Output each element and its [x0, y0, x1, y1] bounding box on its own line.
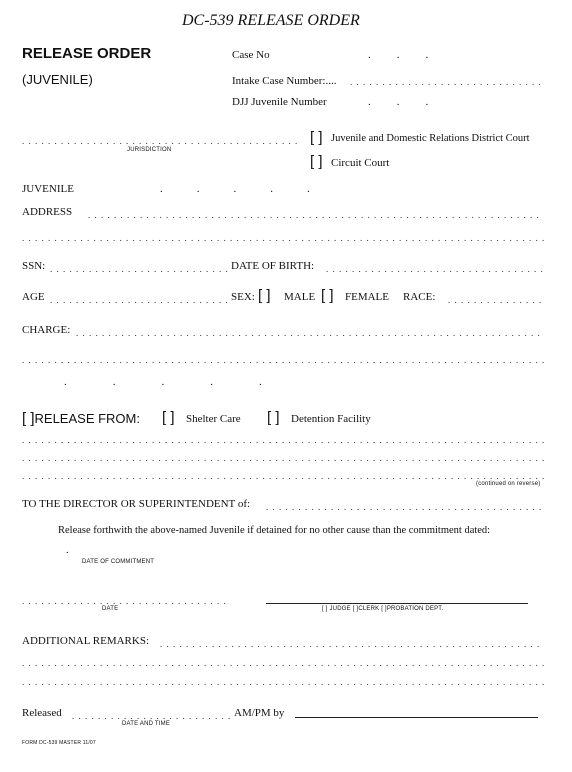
form-title: DC-539 RELEASE ORDER — [182, 12, 360, 29]
probation-label: PROBATION DEPT. — [386, 606, 444, 612]
ampm-label: AM/PM by — [234, 707, 285, 719]
djj-label: DJJ Juvenile Number — [232, 96, 327, 108]
shelter-care-checkbox[interactable]: [ ] — [162, 409, 175, 426]
release-line-1[interactable] — [22, 435, 546, 445]
release-from-text: RELEASE FROM: — [34, 411, 140, 426]
release-from-checkbox[interactable]: [ ] — [22, 410, 35, 427]
juvenile-dots[interactable]: ..... — [160, 183, 344, 195]
male-label: MALE — [284, 291, 316, 303]
page-subheading: (JUVENILE) — [22, 72, 93, 87]
judge-checkbox[interactable]: [ ] — [322, 606, 328, 612]
released-by-line[interactable] — [295, 717, 538, 718]
ssn-label: SSN: — [22, 260, 46, 272]
intake-label: Intake Case Number:.... — [232, 75, 337, 87]
djj-dots: ... — [368, 96, 455, 108]
released-label: Released — [22, 707, 62, 719]
age-field[interactable] — [50, 295, 230, 305]
released-datetime-field[interactable] — [72, 711, 232, 721]
case-no-dots: ... — [368, 49, 455, 61]
date-caption: DATE — [102, 606, 119, 612]
jurisdiction-caption: JURISDICTION — [127, 147, 172, 153]
date-of-commitment-caption: DATE OF COMMITMENT — [82, 559, 155, 565]
commitment-dot: . — [66, 544, 69, 556]
continued-note: (continued on reverse) — [476, 481, 541, 487]
dob-field[interactable] — [326, 264, 546, 274]
jurisdiction-field[interactable] — [22, 136, 302, 146]
circuit-court-label: Circuit Court — [331, 157, 390, 169]
release-line-2[interactable] — [22, 453, 546, 463]
race-field[interactable] — [448, 295, 546, 305]
remarks-field-2[interactable] — [22, 658, 546, 668]
address-field[interactable] — [88, 210, 546, 220]
clerk-label: CLERK — [358, 606, 380, 612]
form-code: FORM DC-539 MASTER 11/07 — [22, 740, 96, 746]
shelter-care-label: Shelter Care — [186, 413, 241, 425]
date-time-caption: DATE AND TIME — [122, 721, 171, 727]
probation-checkbox[interactable]: [ ] — [381, 606, 387, 612]
remarks-field-3[interactable] — [22, 677, 546, 687]
release-line-3[interactable] — [22, 471, 546, 481]
intake-field[interactable] — [350, 77, 546, 87]
clerk-checkbox[interactable]: [ ] — [352, 606, 359, 612]
release-from-label — [22, 410, 140, 427]
age-label: AGE — [22, 291, 45, 303]
charge-sparse-dots: ..... — [64, 376, 308, 388]
judge-label: JUDGE — [329, 606, 351, 612]
date-field[interactable] — [22, 596, 232, 606]
detention-label: Detention Facility — [291, 413, 371, 425]
director-field[interactable] — [266, 502, 546, 512]
circuit-court-checkbox[interactable]: [ ] — [310, 153, 323, 170]
signature-line[interactable] — [266, 603, 528, 604]
ssn-field[interactable] — [50, 264, 230, 274]
female-checkbox[interactable]: [ ] — [321, 287, 334, 304]
page-heading: RELEASE ORDER — [22, 45, 152, 62]
charge-label: CHARGE: — [22, 324, 71, 336]
charge-field-2[interactable] — [22, 355, 546, 365]
female-label: FEMALE — [345, 291, 389, 303]
remarks-field[interactable] — [160, 639, 546, 649]
jdr-court-label: Juvenile and Domestic Relations District Court — [331, 133, 530, 144]
juvenile-label: JUVENILE — [22, 183, 74, 195]
signature-roles — [322, 606, 443, 612]
sex-label: SEX: — [231, 291, 255, 303]
detention-checkbox[interactable]: [ ] — [267, 409, 280, 426]
dob-label: DATE OF BIRTH: — [231, 260, 315, 272]
remarks-label: ADDITIONAL REMARKS: — [22, 635, 150, 647]
jdr-court-checkbox[interactable]: [ ] — [310, 129, 323, 146]
address-label: ADDRESS — [22, 206, 73, 218]
male-checkbox[interactable]: [ ] — [258, 287, 271, 304]
race-label: RACE: — [403, 291, 436, 303]
address-field-2[interactable] — [22, 233, 546, 243]
director-label: TO THE DIRECTOR OR SUPERINTENDENT of: — [22, 498, 251, 510]
instruction-text: Release forthwith the above-named Juvenile if detained for no other cause than the commitment dated: — [58, 525, 491, 536]
charge-field[interactable] — [76, 328, 546, 338]
case-no-label: Case No — [232, 49, 270, 61]
